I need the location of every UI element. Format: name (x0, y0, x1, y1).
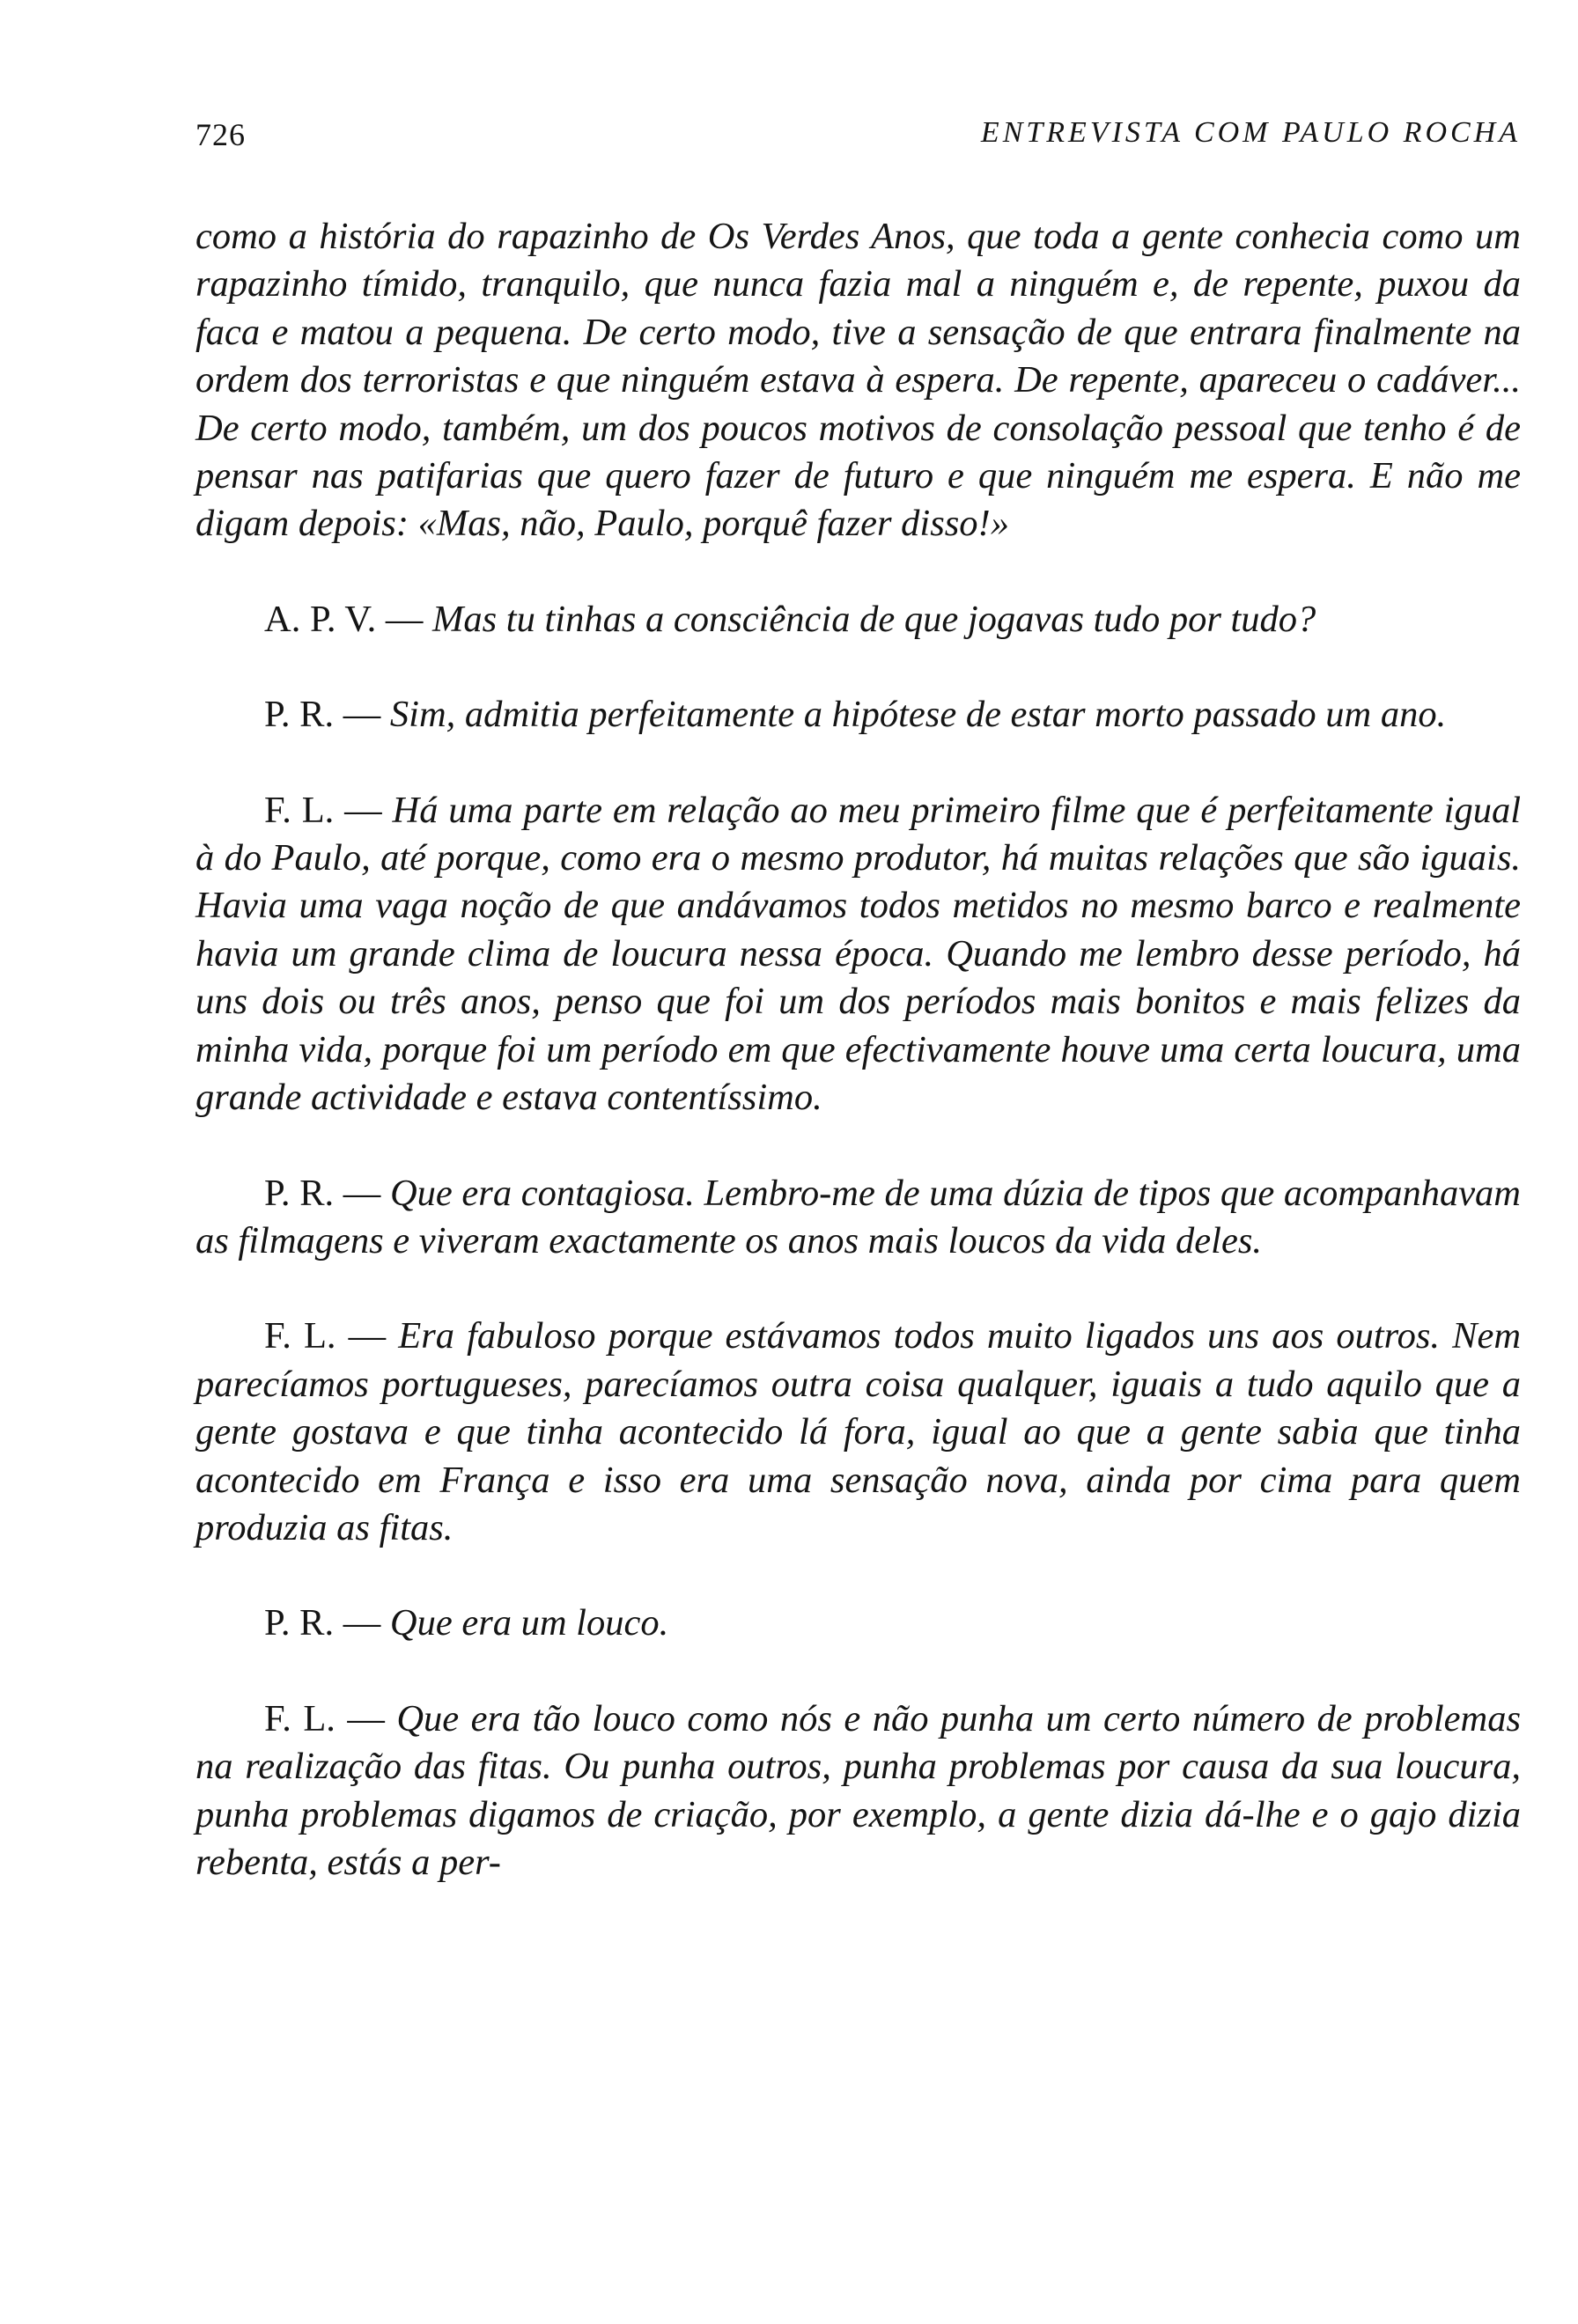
paragraph-continuation (195, 213, 1521, 548)
paragraph-fl-answer (195, 787, 1521, 1122)
paragraph-text: Era fabuloso porque estávamos todos muito ligados uns aos outros. Nem parecíamos portugueses, parecíamos outra coisa qualquer, iguais a tudo aquilo que a gente gostava e que tinha acontecido lá fora, igual ao que a gente sabia que tinha acontecido em França e isso era uma sensação nova, ainda por cima para quem produzia as fitas. (195, 1315, 1522, 1548)
paragraph-text: Que era contagiosa. Lembro-me de uma dúzia de tipos que acompanhavam as filmagens e viveram exactamente os anos mais loucos da vida deles. (195, 1172, 1521, 1261)
paragraph-pr-answer (195, 691, 1521, 739)
paragraph-text: como a história do rapazinho de Os Verdes Anos, que toda a gente conhecia como um rapazinho tímido, tranquilo, que nunca fazia mal a ninguém e, de repente, puxou da faca e matou a pequena. De certo modo, tive a sensação de que entrara finalmente na ordem dos terroristas e que ninguém estava à espera. De repente, apareceu o cadáver... De certo modo, também, um dos poucos motivos de consolação pessoal que tenho é de pensar nas patifarias que quero fazer de futuro e que ninguém me espera. E não me digam depois: «Mas, não, Paulo, porquê fazer disso!» (195, 216, 1521, 545)
paragraph-fl-answer (195, 1313, 1521, 1552)
speaker-label: P. R. — (264, 1172, 381, 1214)
paragraph-text: Que era um louco. (389, 1602, 669, 1644)
speaker-label: F. L. — (264, 1315, 387, 1357)
speaker-label: F. L. — (264, 789, 382, 831)
paragraph-text: Que era tão louco como nós e não punha um certo número de problemas na realização das fitas. Ou punha outros, punha problemas por causa da sua loucura, punha problemas digamos de criação, por exemplo, a gente dizia dá-lhe e o gajo dizia rebenta, estás a per- (195, 1697, 1521, 1883)
running-head (195, 116, 1521, 160)
speaker-label: P. R. — (264, 694, 381, 736)
paragraph-fl-answer (195, 1695, 1521, 1887)
paragraph-text: Sim, admitia perfeitamente a hipótese de estar morto passado um ano. (389, 694, 1447, 736)
book-page (195, 0, 1521, 2324)
running-title: ENTREVISTA COM PAULO ROCHA (980, 116, 1521, 149)
speaker-label: F. L. — (264, 1697, 385, 1739)
speaker-label: A. P. V. — (264, 598, 424, 640)
paragraph-pr-answer (195, 1600, 1521, 1647)
paragraph-text: Há uma parte em relação ao meu primeiro filme que é perfeitamente igual à do Paulo, até porque, como era o mesmo produtor, há muitas relações que são iguais. Havia uma vaga noção de que andávamos todos metidos no mesmo barco e realmente havia um grande clima de loucura nessa época. Quando me lembro desse período, há uns dois ou três anos, penso que foi um dos períodos mais bonitos e mais felizes da minha vida, porque foi um período em que efectivamente houve uma certa loucura, uma grande actividade e estava contentíssimo. (195, 789, 1522, 1119)
page-number: 726 (195, 117, 246, 152)
paragraph-text: Mas tu tinhas a consciência de que jogavas tudo por tudo? (431, 598, 1316, 640)
interview-text (195, 213, 1521, 1934)
paragraph-pr-answer (195, 1170, 1521, 1266)
speaker-label: P. R. — (264, 1602, 381, 1644)
paragraph-apv-question (195, 596, 1521, 644)
